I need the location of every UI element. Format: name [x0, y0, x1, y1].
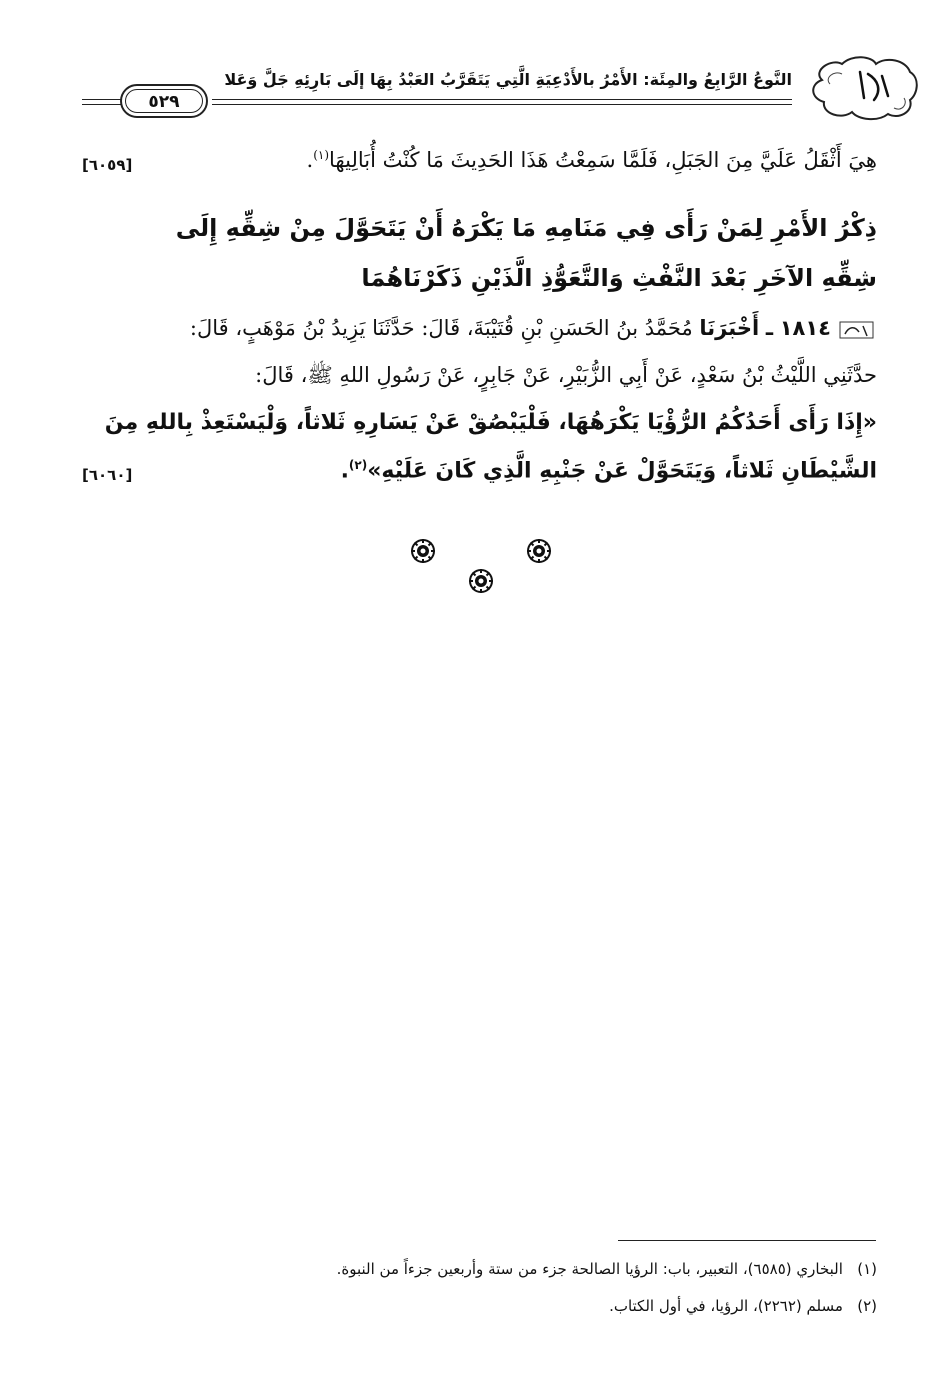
hadith-ref-6060: [٦٠٦٠]: [82, 466, 133, 484]
isnad-text-1: مُحَمَّدُ بنُ الحَسَنِ بْنِ قُتَيْبَةَ، قَالَ: حَدَّثَنَا يَزِيدُ بْنُ مَوْهَبٍ، قَالَ:: [189, 316, 693, 340]
text-line-1-end: .: [306, 148, 314, 172]
running-header-title: النَّوعُ الرَّابِعُ والمِئَة: الأَمْرُ بالأَدْعِيَةِ الَّتِي يَتَقَرَّبُ العَبْدُ بِهَا إلَى بَارِئِهِ جَلَّ وَعَلا: [224, 70, 792, 89]
chapter-title-line-2: شِقِّهِ الآخَرِ بَعْدَ النَّفْثِ وَالتَّعَوُّذِ الَّذَيْنِ ذَكَرْنَاهُمَا: [361, 264, 877, 292]
akhbarana-label: أَخْبَرَنَا: [699, 316, 760, 340]
matn-line-2-end: .: [340, 458, 349, 484]
puzzle-logo-icon: [802, 50, 922, 122]
hadith-marker-icon: [837, 318, 877, 342]
matn-line-2-content: الشَّيْطَانِ ثَلاثاً، وَيَتَحَوَّلْ عَنْ جَنْبِهِ الَّذِي كَانَ عَلَيْهِ»: [367, 458, 877, 484]
footnote-2: [609, 1297, 877, 1315]
header-rule-left: [82, 99, 122, 105]
hadith-isnad-line-1: [190, 316, 877, 342]
header-rule: [212, 99, 792, 105]
flower-ornament-icon: [410, 538, 436, 564]
footnote-1-number: (١): [857, 1260, 877, 1278]
hadith-matn-line-1: «إِذَا رَأَى أَحَدُكُمُ الرُّؤْيَا يَكْرَهُهَا، فَلْيَبْصُقْ عَنْ يَسَارِهِ ثَلاثاً، وَلْيَسْتَعِذْ بِاللهِ مِنَ: [104, 410, 877, 435]
footnote-ref-2: (٢): [348, 458, 368, 472]
page-header: [82, 50, 922, 125]
hadith-isnad-line-2: حدَّثَنِي اللَّيْثُ بْنُ سَعْدٍ، عَنْ أَبِي الزُّبَيْرِ، عَنْ جَابِرٍ، عَنْ رَسُولِ اللهِ ﷺ، قَالَ:: [255, 363, 877, 387]
footnote-ref-1: (١): [313, 148, 330, 162]
text-line-1-content: هِيَ أَثْقَلُ عَلَيَّ مِنَ الجَبَلِ، فَلَمَّا سَمِعْتُ هَذَا الحَدِيثَ مَا كُنْتُ أُبَالِيهَا: [329, 148, 877, 172]
footnote-2-text: مسلم (٢٢٦٢)، الرؤيا، في أول الكتاب.: [609, 1297, 843, 1315]
page-number: ٥٢٩: [125, 89, 203, 113]
footnote-separator: [618, 1240, 876, 1241]
hadith-ref-6059: [٦٠٥٩]: [82, 156, 133, 174]
flower-ornament-icon: [526, 538, 552, 564]
flower-ornament-icon: [468, 568, 494, 594]
text-line-1: [307, 148, 877, 172]
hadith-dash: ـ: [765, 316, 774, 340]
footnote-1: [337, 1260, 877, 1278]
hadith-matn-line-2: [341, 458, 877, 483]
hadith-number: ١٨١٤: [779, 316, 831, 340]
page-number-badge: [120, 84, 208, 118]
footnote-1-text: البخاري (٦٥٨٥)، التعبير، باب: الرؤيا الصالحة جزء من ستة وأربعين جزءاً من النبوة.: [336, 1260, 843, 1278]
footnote-2-number: (٢): [857, 1297, 877, 1315]
chapter-title-line-1: ذِكْرُ الأَمْرِ لِمَنْ رَأَى فِي مَنَامِهِ مَا يَكْرَهُ أَنْ يَتَحَوَّلَ مِنْ شِقِّهِ إِلَى: [175, 214, 877, 242]
